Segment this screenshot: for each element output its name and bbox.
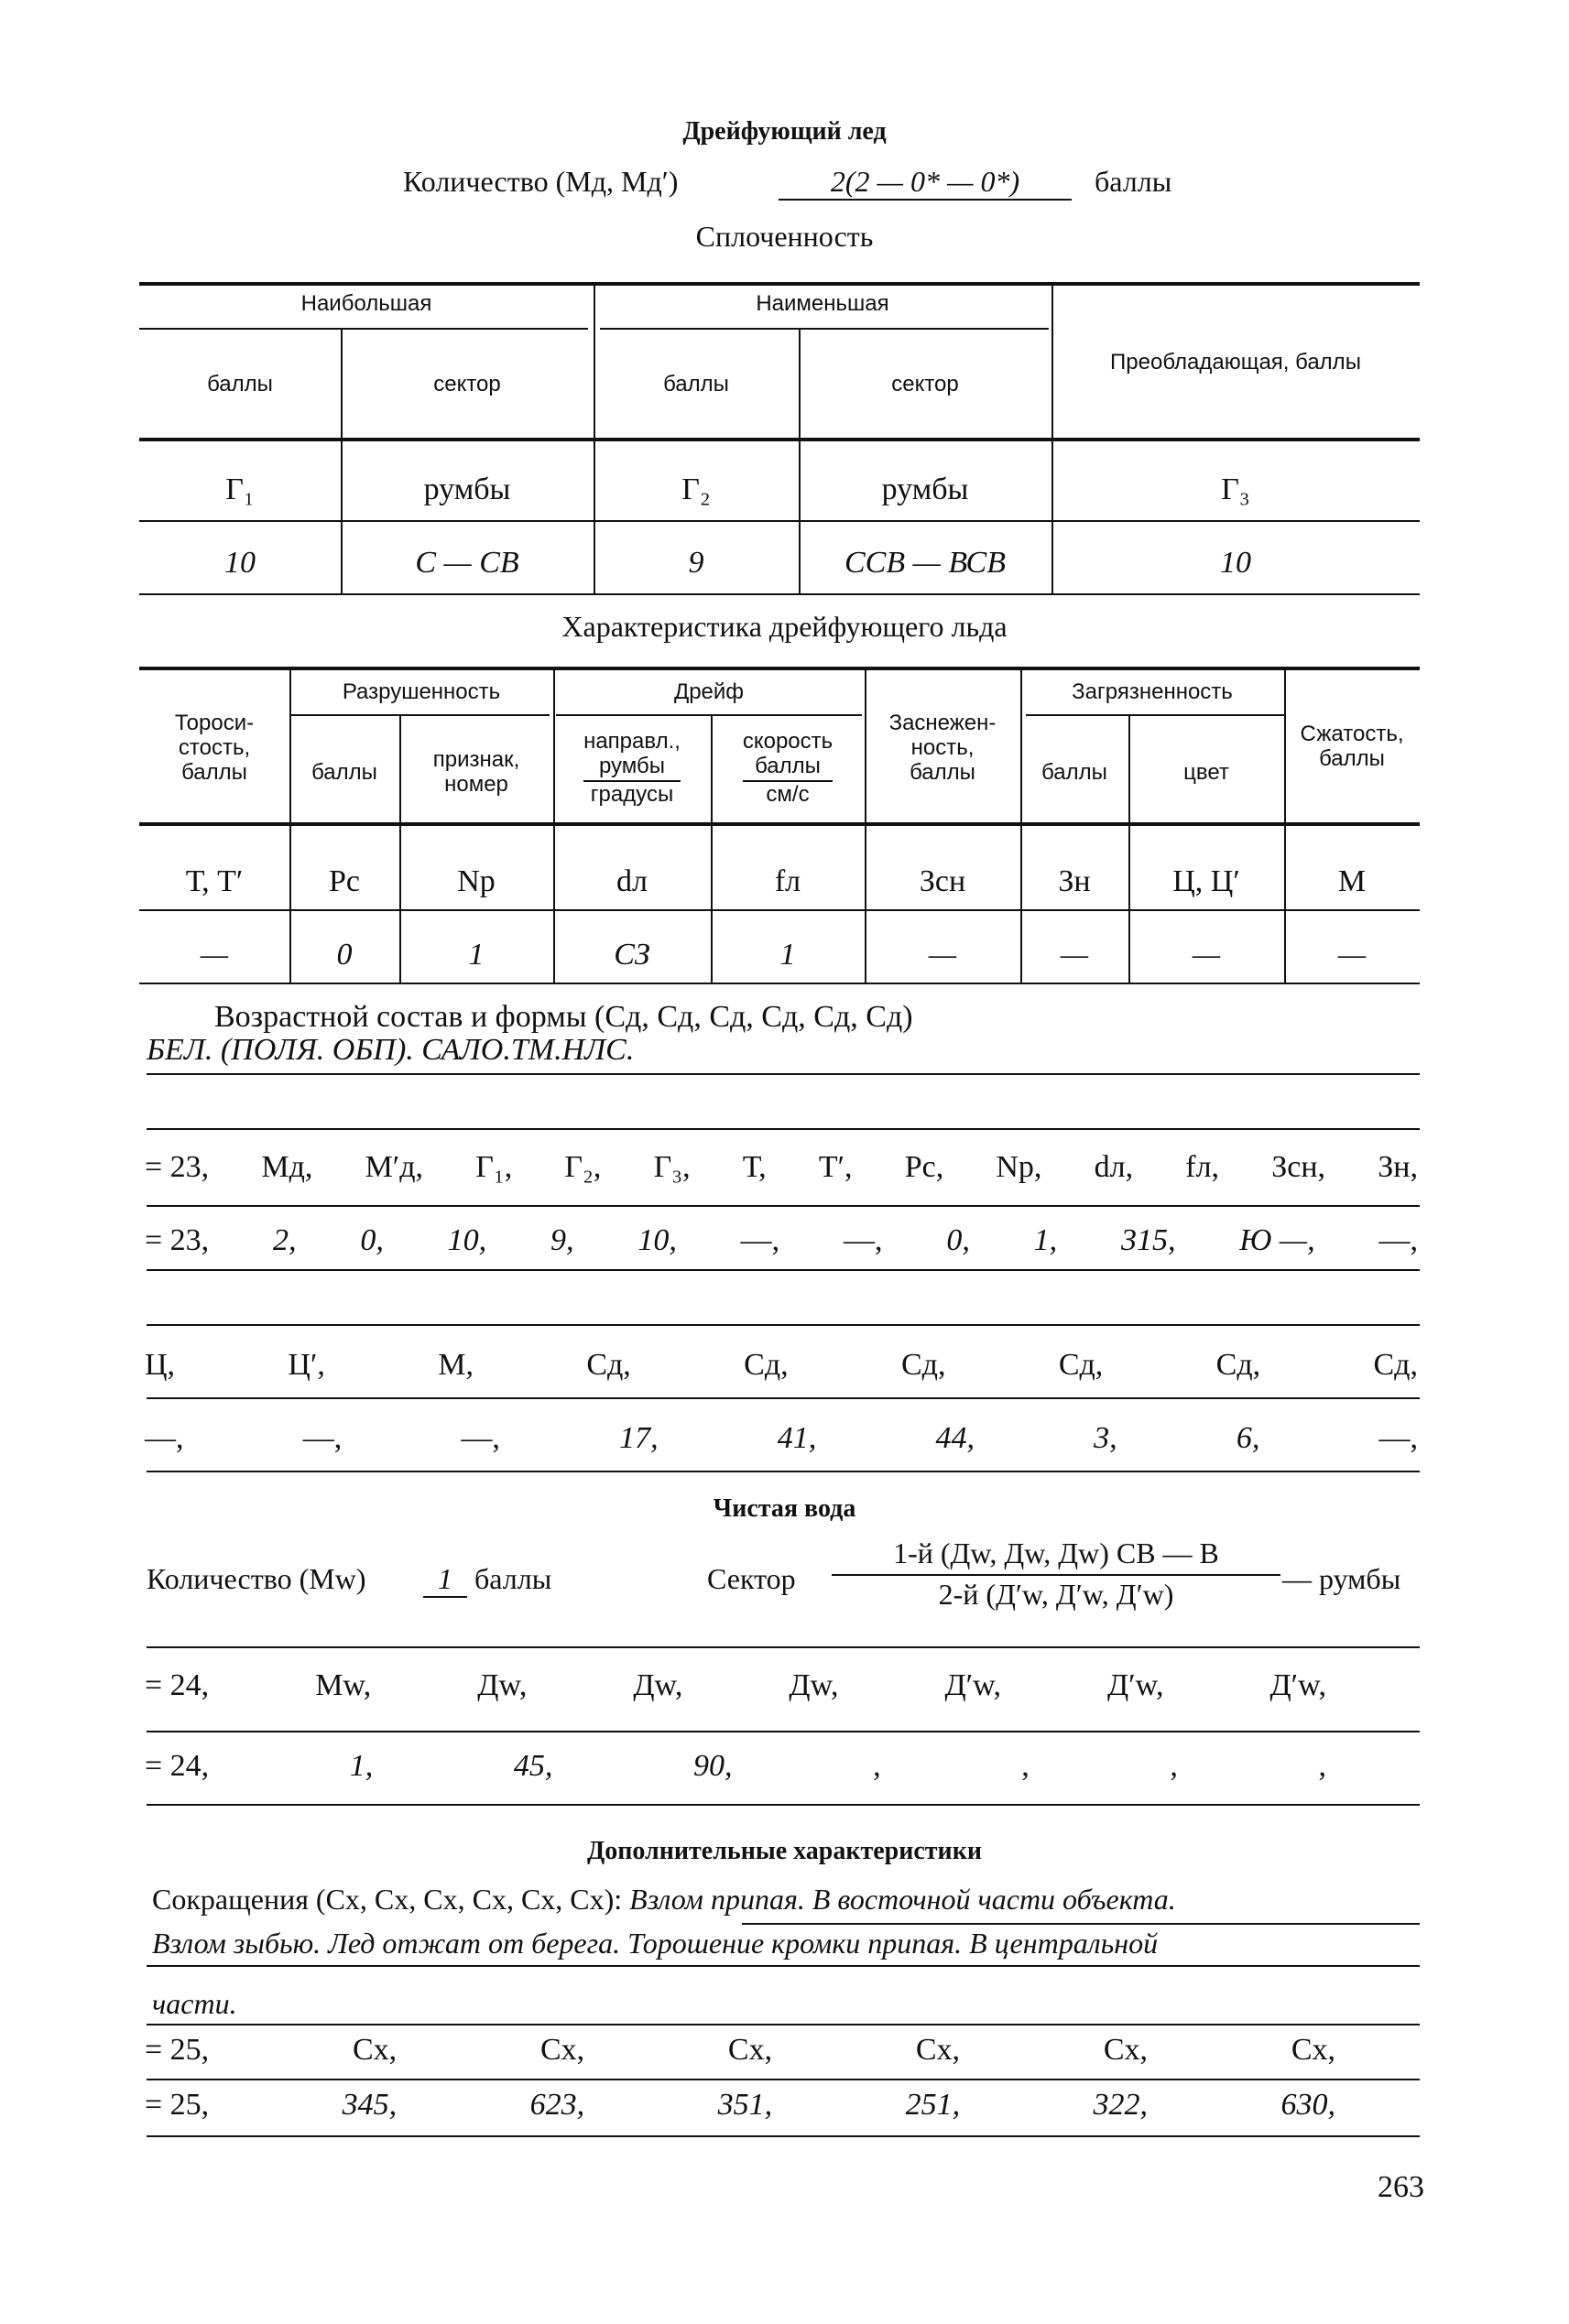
code23-value: 2, <box>273 1223 297 1257</box>
code23-value: —, <box>843 1223 883 1257</box>
value-color: — <box>1192 938 1221 972</box>
sector-fraction-top: 1-й (Дw, Дw, Дw) СВ — В <box>832 1537 1280 1576</box>
code23-symbols-row <box>145 1150 1418 1185</box>
header-snow: Заснежен- ность, баллы <box>888 711 997 785</box>
symbol-color: Ц, Ц′ <box>1172 864 1240 898</box>
code23-symbol: Np, <box>996 1150 1042 1184</box>
code23-value: = 23, <box>145 1223 210 1257</box>
abbrev-text-3: части. <box>152 1987 237 2020</box>
abbrev-label: Сокращения (Сх, Сх, Сх, Сх, Сх, Сх): <box>152 1883 623 1916</box>
code23-symbol: Г₂, <box>564 1150 602 1184</box>
page-number: 263 <box>1378 2170 1424 2204</box>
code23-symbol: fл, <box>1185 1150 1220 1184</box>
header-least-sector: сектор <box>891 372 959 396</box>
code25-value: 251, <box>905 2088 961 2122</box>
code24-value: 90, <box>693 1749 733 1783</box>
code24-value: 45, <box>513 1749 553 1783</box>
code23b-value: 44, <box>935 1421 975 1455</box>
symbol-pollution: Зн <box>1058 864 1091 898</box>
header-drift-speed-bottom: см/с <box>766 782 810 807</box>
code24-symbol: = 24, <box>145 1668 210 1702</box>
symbol-rumbs-2: румбы <box>881 472 969 506</box>
code23b-value: 6, <box>1236 1421 1260 1455</box>
code23b-symbols-row <box>145 1348 1418 1383</box>
code23-symbol: Г₃, <box>653 1150 691 1184</box>
code23b-symbol: Сд, <box>744 1348 789 1382</box>
code23-symbol: Г₁, <box>475 1150 513 1184</box>
code23b-symbol: Сд, <box>1373 1348 1418 1382</box>
code23-symbol: Зсн, <box>1271 1150 1326 1184</box>
code23-value: 0, <box>946 1223 970 1257</box>
code23-value: 0, <box>360 1223 384 1257</box>
code23b-value: —, <box>1378 1421 1418 1455</box>
code24-value: , <box>1318 1749 1326 1783</box>
header-pollution-points: баллы <box>1041 760 1107 785</box>
code25-symbol: Сх, <box>539 2033 585 2067</box>
code23-symbol: Мд, <box>261 1150 313 1184</box>
header-drift-direction-top: направл., румбы <box>583 729 681 782</box>
symbol-drift-speed: fл <box>774 864 801 898</box>
code23-symbol: = 23, <box>145 1150 210 1184</box>
code25-value: 322, <box>1093 2088 1149 2122</box>
code25-symbol: Сх, <box>1103 2033 1149 2067</box>
code23-symbol: Зн, <box>1378 1150 1418 1184</box>
symbol-snow: Зсн <box>919 864 966 898</box>
code24-value: , <box>873 1749 881 1783</box>
header-pollution-color: цвет <box>1183 760 1229 785</box>
abbrev-text-2: Взлом зыбью. Лед отжат от берега. Торошение кромки припая. В центральной <box>152 1927 1159 1960</box>
code23-value: —, <box>1378 1223 1418 1257</box>
code23b-symbol: Сд, <box>586 1348 631 1382</box>
header-greatest: Наибольшая <box>300 291 432 316</box>
code23-value: 10, <box>447 1223 487 1257</box>
sector-fraction-bottom: 2-й (Д′w, Д′w, Д′w) <box>938 1578 1174 1611</box>
value-destruction-sign: 1 <box>468 938 485 972</box>
code25-symbol: Сх, <box>352 2033 398 2067</box>
symbol-drift-direction: dл <box>616 864 648 898</box>
concentration-title: Сплоченность <box>695 220 874 253</box>
code23-symbol: dл, <box>1094 1150 1134 1184</box>
code23b-value: —, <box>302 1421 343 1455</box>
abbrev-text-1: Взлом припая. В восточной части объекта. <box>629 1883 1176 1916</box>
code25-symbols-row <box>145 2033 1335 2068</box>
header-drift-direction-bottom: градусы <box>590 782 674 807</box>
characteristics-title: Характеристика дрейфующего льда <box>561 610 1008 643</box>
value-snow: — <box>928 938 957 972</box>
drift-quantity-label: Количество (Мд, Мд′) <box>403 165 679 198</box>
code25-symbol: Сх, <box>915 2033 961 2067</box>
header-pollution: Загрязненность <box>1072 679 1233 704</box>
code24-symbol: Д′w, <box>944 1668 1001 1702</box>
header-drift: Дрейф <box>673 679 745 704</box>
code23b-symbol: Сд, <box>1215 1348 1261 1382</box>
value-destruction: 0 <box>336 938 353 972</box>
header-drift-speed-top: скорость баллы <box>743 729 833 782</box>
header-destruction-points: баллы <box>311 760 377 785</box>
drift-quantity-value: 2(2 — 0* — 0*) <box>779 165 1072 201</box>
value-sector-1: С — СВ <box>415 546 519 580</box>
header-drift-direction <box>553 729 711 807</box>
header-greatest-points: баллы <box>207 372 273 396</box>
code24-symbol: Дw, <box>789 1668 839 1702</box>
code23-value: —, <box>740 1223 780 1257</box>
symbol-hummocking: Т, Т′ <box>185 864 244 898</box>
clear-water-quantity-value: 1 <box>423 1562 467 1598</box>
header-least-points: баллы <box>663 372 729 396</box>
code24-values-row <box>145 1749 1326 1784</box>
code24-symbol: Д′w, <box>1269 1668 1326 1702</box>
code23-symbol: Рс, <box>904 1150 944 1184</box>
code24-value: = 24, <box>145 1749 210 1783</box>
code25-value: 351, <box>717 2088 773 2122</box>
header-prevailing: Преобладающая, баллы <box>1110 350 1361 375</box>
code23b-symbol: Ц, <box>145 1348 176 1382</box>
header-hummocking: Тороси- стость, баллы <box>174 711 255 785</box>
code23b-symbol: Сд, <box>1058 1348 1104 1382</box>
age-value: БЕЛ. (ПОЛЯ. ОБП). САЛО.ТМ.НЛС. <box>147 1033 635 1067</box>
code23-symbol: М′д, <box>365 1150 424 1184</box>
age-label: Возрастной состав и формы (Сд, Сд, Сд, Сд, Сд, Сд) <box>214 1000 913 1034</box>
code23b-value: 41, <box>777 1421 817 1455</box>
code23-values-row <box>145 1223 1418 1258</box>
value-hummocking: — <box>200 938 229 972</box>
sector-fraction <box>832 1537 1280 1612</box>
code24-symbol: Мw, <box>315 1668 372 1702</box>
code23-value: Ю —, <box>1239 1223 1315 1257</box>
code23b-value: 17, <box>619 1421 659 1455</box>
code25-values-row <box>145 2088 1335 2123</box>
value-sector-2: ССВ — ВСВ <box>844 546 1006 580</box>
drift-title: Дрейфующий лед <box>682 117 887 146</box>
clear-water-quantity-unit: баллы <box>474 1562 552 1595</box>
code25-symbol: Сх, <box>1291 2033 1335 2067</box>
clear-water-title: Чистая вода <box>713 1494 856 1523</box>
header-destruction-sign: признак, номер <box>432 747 520 797</box>
code25-value: = 25, <box>145 2088 210 2122</box>
code24-symbol: Дw, <box>477 1668 528 1702</box>
value-g2: 9 <box>688 546 704 580</box>
value-pollution: — <box>1060 938 1089 972</box>
code25-value: 630, <box>1280 2088 1335 2122</box>
code24-symbol: Дw, <box>633 1668 683 1702</box>
code23b-symbol: Сд, <box>900 1348 946 1382</box>
sector-label: Сектор <box>707 1562 796 1595</box>
symbol-destruction-sign: Np <box>457 864 496 898</box>
symbol-rumbs-1: румбы <box>423 472 511 506</box>
value-drift-speed: 1 <box>779 938 796 972</box>
code23-value: 1, <box>1033 1223 1058 1257</box>
symbol-destruction: Рс <box>329 864 360 898</box>
code25-value: 345, <box>342 2088 398 2122</box>
header-least: Наименьшая <box>756 291 889 316</box>
symbol-compression: М <box>1337 864 1367 898</box>
code25-symbol: = 25, <box>145 2033 210 2067</box>
code24-value: , <box>1021 1749 1030 1783</box>
sector-unit: — румбы <box>1282 1562 1401 1595</box>
header-greatest-sector: сектор <box>433 372 501 396</box>
code23-symbol: Т′, <box>818 1150 853 1184</box>
code24-symbols-row <box>145 1668 1326 1703</box>
drift-quantity-unit: баллы <box>1095 165 1172 198</box>
code23-value: 10, <box>637 1223 677 1257</box>
header-drift-speed <box>711 729 865 807</box>
value-g1: 10 <box>224 546 256 580</box>
symbol-g1: Г₁ <box>225 472 255 506</box>
code23b-values-row <box>145 1421 1418 1456</box>
code23b-value: —, <box>461 1421 500 1455</box>
value-g3: 10 <box>1220 546 1251 580</box>
symbol-g3: Г₃ <box>1221 472 1250 506</box>
header-compression: Сжатость, баллы <box>1300 722 1404 771</box>
code23b-symbol: М, <box>438 1348 474 1382</box>
additional-title: Дополнительные характеристики <box>587 1837 982 1865</box>
code24-value: 1, <box>349 1749 374 1783</box>
code23b-value: —, <box>145 1421 184 1455</box>
code23-symbol: Т, <box>742 1150 767 1184</box>
value-compression: — <box>1337 938 1367 972</box>
code25-value: 623, <box>529 2088 585 2122</box>
code24-symbol: Д′w, <box>1106 1668 1164 1702</box>
code23b-value: 3, <box>1094 1421 1117 1455</box>
symbol-g2: Г₂ <box>681 472 711 506</box>
code23-value: 315, <box>1120 1223 1176 1257</box>
code25-symbol: Сх, <box>727 2033 773 2067</box>
code23-value: 9, <box>550 1223 574 1257</box>
clear-water-quantity-label: Количество (Мw) <box>147 1562 366 1595</box>
code23b-symbol: Ц′, <box>288 1348 325 1382</box>
abbrev-line-1 <box>152 1883 1176 1917</box>
value-drift-direction: СЗ <box>614 938 650 972</box>
header-destruction: Разрушенность <box>342 679 501 704</box>
code24-value: , <box>1170 1749 1178 1783</box>
